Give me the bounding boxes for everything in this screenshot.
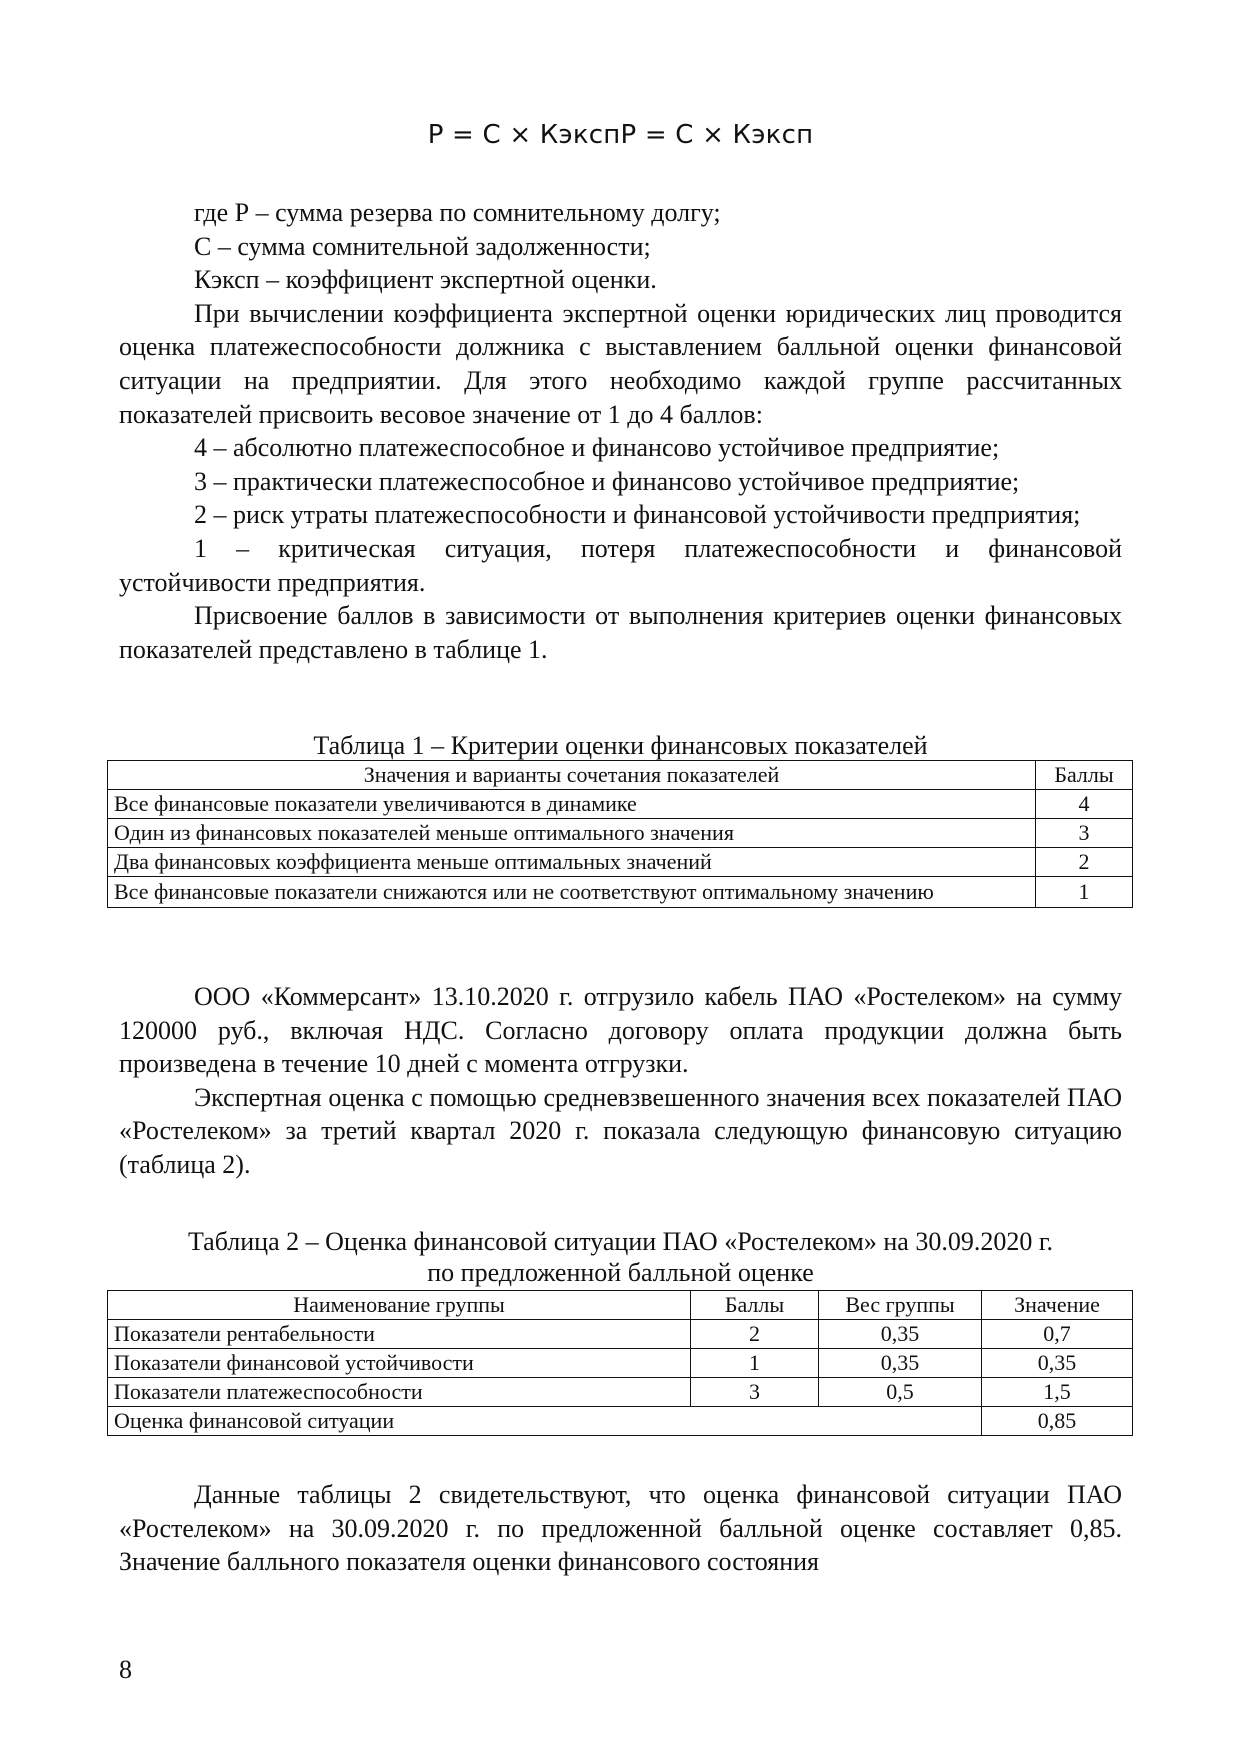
expert-paragraph: Экспертная оценка с помощью средневзвешенного значения всех показателей ПАО «Ростелеком» за третий квартал 2020 г. показала следующую финансовую ситуацию (таблица 2). — [119, 1082, 1122, 1179]
table2-caption — [0, 1226, 1241, 1288]
table-cell: 0,35 — [819, 1349, 982, 1378]
table-row — [108, 848, 1133, 877]
table-cell: 1,5 — [982, 1378, 1133, 1407]
scale-item: 4 – абсолютно платежеспособное и финансово устойчивое предприятие; — [194, 433, 1000, 463]
table-cell: Показатели платежеспособности — [108, 1378, 691, 1407]
table-header-cell: Баллы — [1036, 761, 1133, 790]
assessment-table — [107, 1290, 1133, 1436]
table-row — [108, 877, 1133, 908]
table-cell: 1 — [1036, 877, 1133, 908]
table2-caption-line: по предложенной балльной оценке — [427, 1258, 814, 1287]
table-cell: 3 — [691, 1378, 819, 1407]
table-header-cell: Наименование группы — [108, 1291, 691, 1320]
total-label-cell: Оценка финансовой ситуации — [108, 1407, 982, 1436]
criteria-table — [107, 760, 1133, 908]
method-paragraph: При вычислении коэффициента экспертной оценки юридических лиц проводится оценка платежеспособности должника с выставлением балльной оценки финансовой ситуации на предприятии. Для этого необходимо каждой группе рассчитанных показателей присвоить весовое значение от 1 до 4 баллов: — [119, 298, 1122, 429]
table-row — [108, 1349, 1133, 1378]
table1-caption: Таблица 1 – Критерии оценки финансовых показателей — [313, 731, 928, 760]
table-cell: Показатели финансовой устойчивости — [108, 1349, 691, 1378]
table-cell: Все финансовые показатели увеличиваются в динамике — [108, 790, 1036, 819]
definitions-block — [119, 196, 1122, 666]
table-cell: Показатели рентабельности — [108, 1320, 691, 1349]
table-cell: 0,5 — [819, 1378, 982, 1407]
definition-line: С – сумма сомнительной задолженности; — [194, 231, 651, 261]
table-header-row — [108, 1291, 1133, 1320]
table-row — [108, 1378, 1133, 1407]
table-cell: 1 — [691, 1349, 819, 1378]
conclusion-paragraph: Данные таблицы 2 свидетельствуют, что оценка финансовой ситуации ПАО «Ростелеком» на 30.09.2020 г. по предложенной балльной оценке составляет 0,85. Значение балльного показателя оценки финансового состояния — [119, 1480, 1122, 1577]
scale-item: 3 – практически платежеспособное и финансово устойчивое предприятие; — [194, 466, 1020, 496]
table-cell: 4 — [1036, 790, 1133, 819]
assign-paragraph: Присвоение баллов в зависимости от выполнения критериев оценки финансовых показателей представлено в таблице 1. — [119, 601, 1122, 664]
table-header-cell: Баллы — [691, 1291, 819, 1320]
table-cell: 2 — [691, 1320, 819, 1349]
table-cell: Все финансовые показатели снижаются или не соответствуют оптимальному значению — [108, 877, 1036, 908]
case-paragraph: ООО «Коммерсант» 13.10.2020 г. отгрузило кабель ПАО «Ростелеком» на сумму 120000 руб., включая НДС. Согласно договору оплата продукции должна быть произведена в течение 10 дней с момента отгрузки. — [119, 982, 1122, 1079]
reserve-formula: Р = С × КэкспР = С × Кэксп — [427, 120, 814, 150]
table-row — [108, 790, 1133, 819]
table-header-cell: Вес группы — [819, 1291, 982, 1320]
table-row — [108, 1320, 1133, 1349]
conclusion-block — [119, 1478, 1122, 1579]
definition-line: где Р – сумма резерва по сомнительному долгу; — [194, 198, 721, 227]
table-header-row — [108, 761, 1133, 790]
page-number: 8 — [119, 1655, 132, 1684]
table-cell: 0,35 — [982, 1349, 1133, 1378]
table-row — [108, 819, 1133, 848]
scale-item: 1 – критическая ситуация, потеря платежеспособности и финансовой устойчивости предприятия. — [119, 533, 1122, 597]
definition-line: Кэксп – коэффициент экспертной оценки. — [194, 265, 657, 295]
table-cell: 0,35 — [819, 1320, 982, 1349]
table-header-cell: Значение — [982, 1291, 1133, 1320]
total-value-cell: 0,85 — [982, 1407, 1133, 1436]
table-total-row — [108, 1407, 1133, 1436]
case-block — [119, 980, 1122, 1182]
table2-caption-line: Таблица 2 – Оценка финансовой ситуации ПАО «Ростелеком» на 30.09.2020 г. — [187, 1227, 1054, 1256]
table-header-cell: Значения и варианты сочетания показателей — [108, 761, 1036, 790]
table-cell: 2 — [1036, 848, 1133, 877]
table-cell: 3 — [1036, 819, 1133, 848]
table-cell: Два финансовых коэффициента меньше оптимальных значений — [108, 848, 1036, 877]
scale-item: 2 – риск утраты платежеспособности и финансовой устойчивости предприятия; — [194, 500, 1081, 530]
table-cell: 0,7 — [982, 1320, 1133, 1349]
table-cell: Один из финансовых показателей меньше оптимального значения — [108, 819, 1036, 848]
